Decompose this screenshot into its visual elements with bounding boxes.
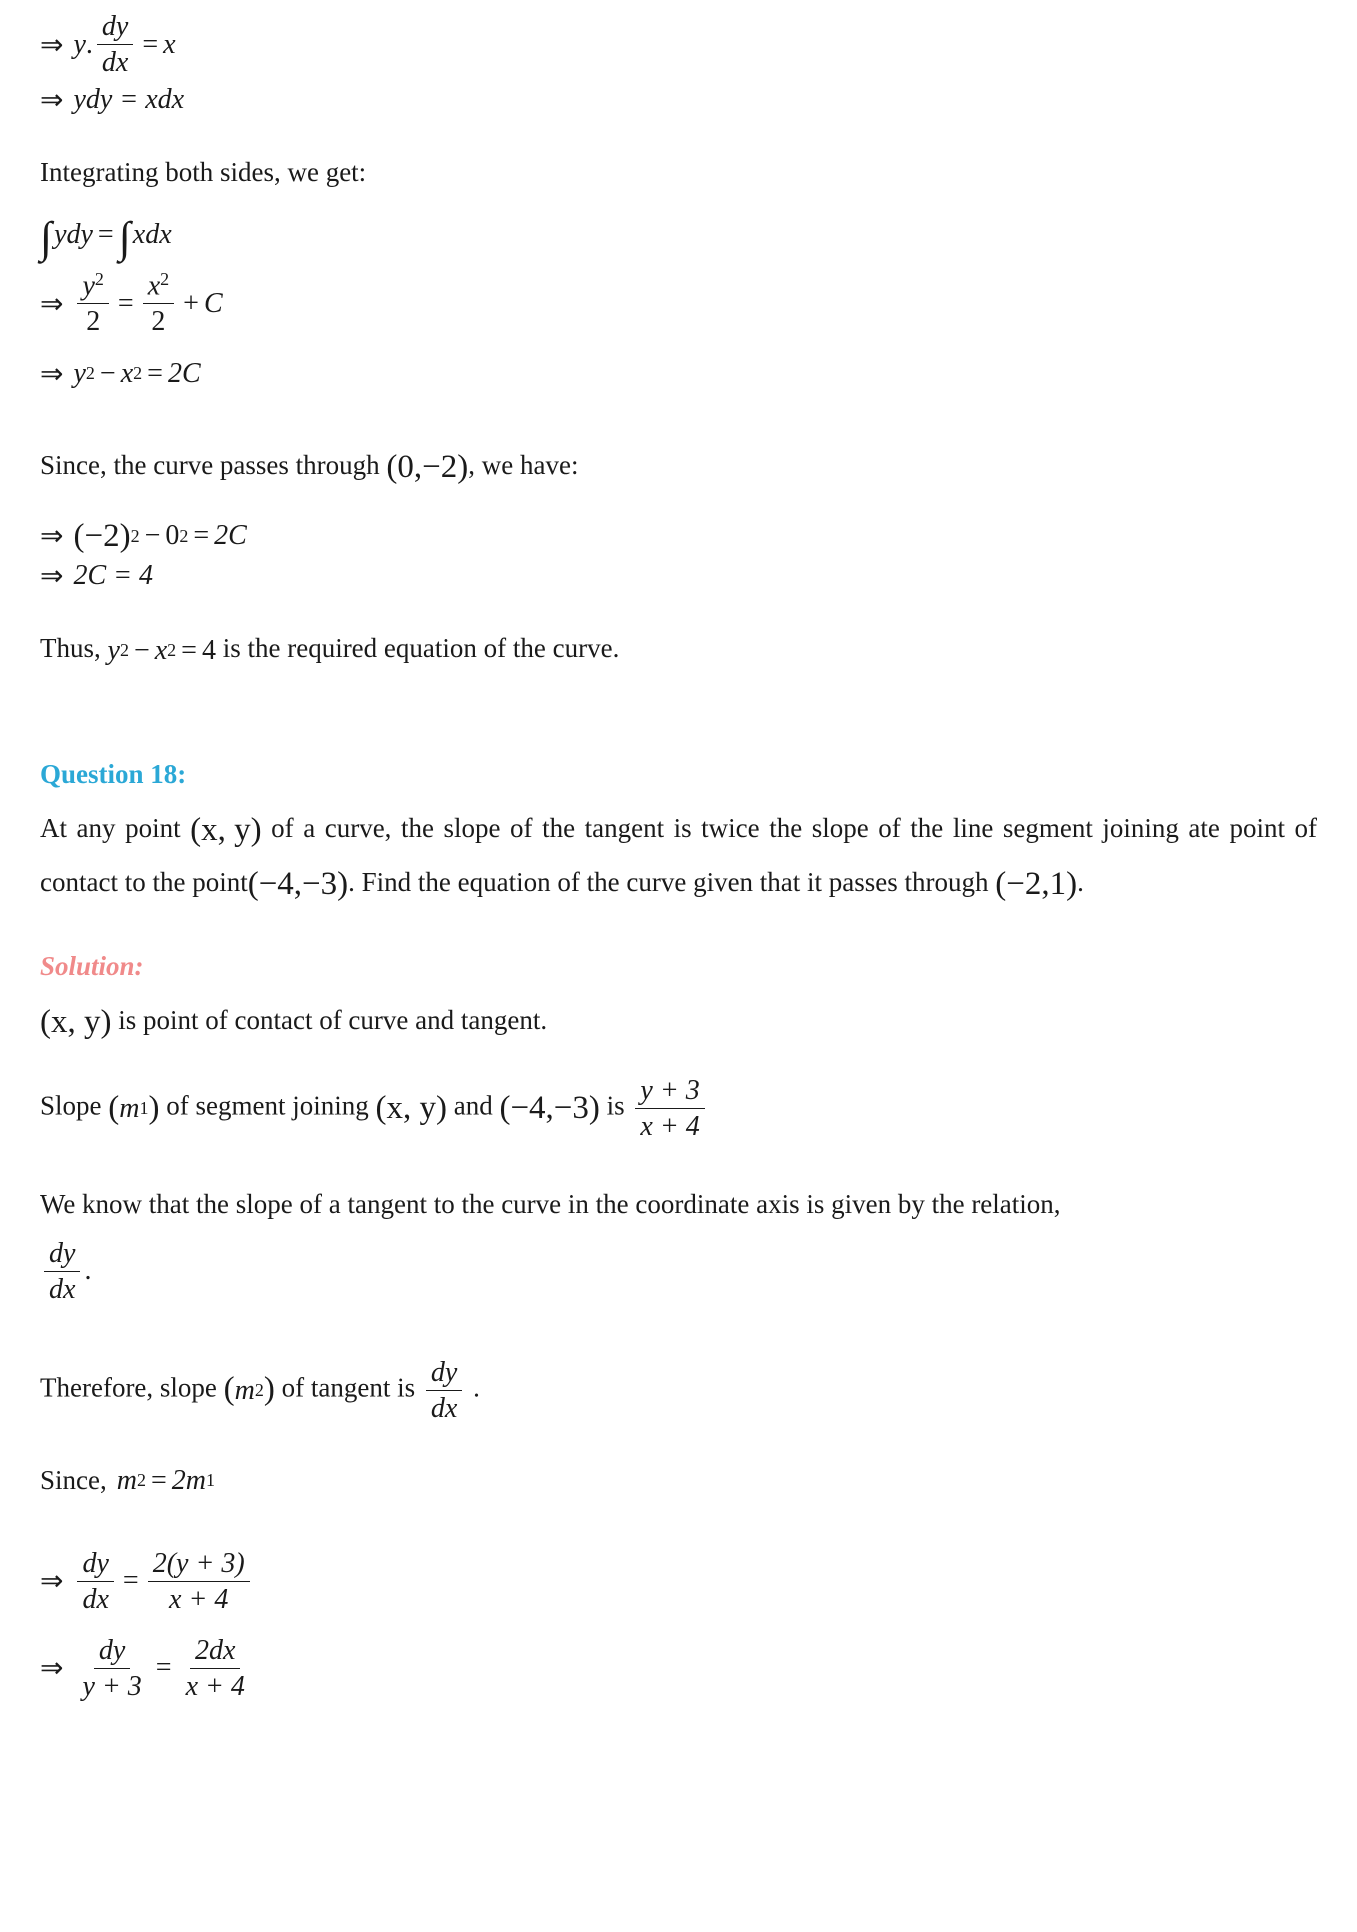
- fraction-denominator: 2: [151, 306, 166, 338]
- variable-x: x: [163, 28, 176, 60]
- equation-line-2: [40, 83, 1317, 117]
- equals-sign: =: [122, 1565, 139, 1597]
- point-x-y: (x, y): [190, 812, 262, 849]
- fraction-numerator: dy: [77, 1547, 113, 1582]
- since-text-part-b: , we have:: [468, 449, 579, 480]
- fraction-denominator: x + 4: [185, 1670, 245, 1702]
- equation-line-6: [40, 518, 1317, 555]
- solution-line-1: [40, 996, 1317, 1049]
- fraction-y2-over-2: [77, 269, 108, 339]
- therefore-slope-line: [40, 1356, 1317, 1425]
- equals-sign: =: [155, 1652, 172, 1684]
- therefore-text-part-b: of tangent is: [281, 1372, 416, 1403]
- spacer: [40, 504, 1317, 518]
- fraction-numerator: dy: [97, 10, 133, 45]
- fraction-denominator: x + 4: [640, 1110, 700, 1142]
- spacer: [40, 255, 1317, 269]
- period: .: [473, 1372, 480, 1403]
- equation-line-4: [40, 269, 1317, 339]
- term-2C: 2C: [214, 520, 247, 552]
- equals-sign: =: [181, 635, 197, 667]
- point-x-y: (x, y): [375, 1089, 447, 1126]
- solution-line-1-text: is point of contact of curve and tangent.: [118, 1005, 548, 1036]
- question-text-part-a: At any point: [40, 813, 181, 844]
- symbol-m2: ( m 2 ): [223, 1371, 275, 1408]
- solution-equation-1: [40, 1547, 1317, 1616]
- variable-y: y: [82, 270, 95, 302]
- thus-text-part-b: is the required equation of the curve.: [222, 632, 620, 663]
- fraction-numerator: dy: [44, 1237, 80, 1272]
- point-minus4-minus3: (−4,−3): [247, 865, 349, 902]
- fraction-denominator: y + 3: [82, 1670, 142, 1702]
- fraction-y3-over-x4: [635, 1074, 704, 1143]
- question-text: [40, 804, 1317, 911]
- implies-arrow-icon: ⇒: [40, 85, 64, 117]
- equals-sign: =: [142, 28, 159, 60]
- implies-arrow-icon: ⇒: [40, 1653, 64, 1685]
- equals-sign: =: [150, 1464, 167, 1496]
- integrating-text: Integrating both sides, we get:: [40, 157, 367, 188]
- spacer: [40, 343, 1317, 357]
- slope-m1-line: [40, 1074, 1317, 1143]
- equals-sign: =: [147, 357, 163, 389]
- question-text-part-c: . Find the equation of the curve given that it passes through: [348, 866, 989, 897]
- fraction-dy-dx: [97, 10, 133, 79]
- thus-conclusion-text: [40, 627, 1317, 673]
- equation-line-3: [40, 212, 1317, 262]
- spacer: [40, 729, 1317, 759]
- since-m2-equals-2m1: [40, 1465, 1317, 1497]
- since-text-part-a: Since, the curve passes through: [40, 449, 380, 480]
- question-text-part-d: .: [1077, 866, 1084, 897]
- thus-text-part-a: Thus,: [40, 632, 101, 663]
- fraction-dy-dx: [44, 1237, 80, 1306]
- slope-text-part-b: of segment joining: [166, 1090, 369, 1121]
- variable-x: x: [120, 357, 134, 389]
- point-minus4-minus3: (−4,−3): [499, 1089, 600, 1126]
- know-relation-text: We know that the slope of a tangent to the curve in the coordinate axis is given by the relation,: [40, 1188, 1061, 1219]
- exponent: 2: [160, 268, 170, 289]
- term-2C: 2C: [167, 357, 201, 389]
- solution-equation-2: [40, 1634, 1317, 1703]
- fraction-denominator: dx: [101, 47, 129, 79]
- fraction-dy-over-y3: [77, 1634, 146, 1703]
- implies-arrow-icon: ⇒: [40, 1566, 64, 1598]
- fraction-denominator: dx: [82, 1583, 109, 1615]
- equation-expression: ydy = xdx: [73, 84, 185, 116]
- period: .: [84, 1255, 92, 1287]
- exponent: 2: [130, 525, 140, 546]
- fraction-dy-dx: [77, 1547, 113, 1616]
- since-curve-passes-text: [40, 441, 1317, 494]
- integral-icon: ∫: [118, 212, 131, 262]
- fraction-dy-dx: [426, 1356, 462, 1425]
- spacer: [40, 121, 1317, 151]
- minus-sign: −: [133, 635, 150, 667]
- fraction-denominator: dx: [49, 1273, 76, 1305]
- fraction-x2-over-2: [143, 269, 174, 339]
- fraction-numerator: dy: [426, 1356, 462, 1391]
- subscript-1: 1: [206, 1470, 216, 1491]
- fraction-numerator: 2dx: [190, 1634, 240, 1669]
- fraction-2dx-over-x4: [181, 1634, 250, 1703]
- variable-x: x: [154, 635, 168, 667]
- slope-text-part-a: Slope: [40, 1090, 102, 1121]
- minus-sign: −: [99, 357, 116, 389]
- question-text-part-b: of a curve, the slope of the tangent is twice the slope of the line segment joining ate point of contact to the point: [40, 813, 1317, 897]
- value-4: 4: [201, 635, 216, 667]
- symbol-m2: m: [116, 1464, 137, 1496]
- implies-arrow-icon: ⇒: [40, 358, 64, 390]
- equation-line-1: [40, 10, 1317, 79]
- fraction-denominator: 2: [86, 306, 101, 338]
- variable-x: x: [147, 270, 161, 302]
- implies-arrow-icon: ⇒: [40, 560, 64, 592]
- spacer: [40, 1620, 1317, 1634]
- exponent: 2: [119, 640, 129, 661]
- spacer: [40, 205, 1317, 219]
- fraction-denominator: x + 4: [169, 1583, 229, 1615]
- equals-sign: =: [117, 287, 134, 319]
- fraction-numerator: [77, 269, 108, 305]
- variable-y: y: [73, 28, 86, 60]
- spacer: [40, 1501, 1317, 1547]
- integral-icon: ∫: [40, 212, 53, 262]
- implies-arrow-icon: ⇒: [40, 29, 64, 61]
- spacer: [40, 1435, 1317, 1465]
- constant-C: C: [203, 287, 223, 319]
- fraction-2y3-over-x4: [148, 1547, 250, 1616]
- implies-arrow-icon: ⇒: [40, 288, 64, 320]
- equals-sign: =: [97, 218, 114, 250]
- subscript-2: 2: [136, 1470, 146, 1491]
- integrand-xdx: xdx: [132, 218, 172, 250]
- spacer: [40, 683, 1317, 729]
- slope-is-text: is: [606, 1090, 625, 1121]
- spacer: [40, 395, 1317, 441]
- dy-dx-relation: [40, 1237, 1317, 1306]
- fraction-numerator: y + 3: [635, 1074, 704, 1109]
- plus-sign: +: [183, 287, 199, 319]
- since-text: Since,: [40, 1465, 107, 1496]
- dot-operator: .: [85, 28, 93, 60]
- spacer: [40, 1153, 1317, 1183]
- exponent: 2: [133, 363, 143, 384]
- question-heading: Question 18:: [40, 759, 187, 790]
- minus-sign: −: [144, 520, 161, 552]
- exponent: 2: [179, 525, 189, 546]
- spacer: [40, 1060, 1317, 1074]
- spacer: [40, 1310, 1317, 1356]
- therefore-text-part-a: Therefore, slope: [40, 1372, 217, 1403]
- variable-y: y: [107, 635, 120, 667]
- variable-y: y: [73, 357, 86, 389]
- equals-sign: =: [193, 520, 210, 552]
- point-x-y: (x, y): [40, 1004, 112, 1041]
- implies-arrow-icon: ⇒: [40, 521, 64, 553]
- solution-heading: Solution:: [40, 951, 144, 982]
- equation-expression: 2C = 4: [73, 559, 154, 591]
- fraction-numerator: 2(y + 3): [148, 1547, 250, 1582]
- term-2m1: 2m: [171, 1464, 207, 1496]
- fraction-numerator: dy: [94, 1634, 130, 1669]
- term-zero: 0: [165, 520, 180, 552]
- fraction-denominator: dx: [430, 1392, 458, 1424]
- slope-and-text: and: [453, 1090, 493, 1121]
- equation-line-5: [40, 357, 1317, 391]
- integrand-ydy: ydy: [54, 218, 93, 250]
- term-minus2-paren: (−2): [73, 517, 131, 554]
- equation-y2-minus-x2-equals-4: [108, 628, 216, 673]
- equation-line-7: [40, 559, 1317, 593]
- spacer: [40, 597, 1317, 627]
- symbol-m1: ( m 1 ): [108, 1089, 160, 1126]
- point-minus2-1: (−2,1): [995, 865, 1078, 902]
- exponent: 2: [94, 268, 104, 289]
- fraction-numerator: [143, 269, 174, 305]
- spacer: [40, 921, 1317, 951]
- exponent: 2: [167, 640, 177, 661]
- exponent: 2: [85, 363, 95, 384]
- point-0-minus2: (0,−2): [386, 448, 469, 485]
